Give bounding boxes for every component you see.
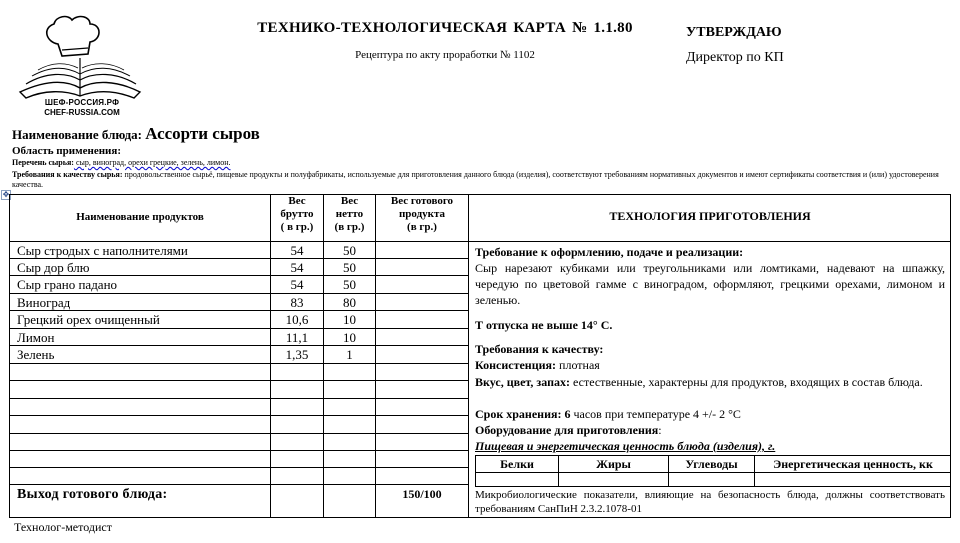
quality-req-label: Требования к качеству сырья: — [12, 170, 123, 179]
col-divider — [468, 194, 469, 518]
row-divider — [9, 363, 468, 364]
table-row-netto: 10 — [343, 330, 356, 345]
dish-name-line — [12, 124, 260, 144]
table-row-brutto: 54 — [290, 243, 304, 258]
header-netto — [324, 195, 375, 234]
consistency-label: Консистенция: — [475, 358, 557, 372]
row-divider — [9, 415, 468, 416]
consistency-line — [475, 357, 945, 373]
table-row-name: Сыр стродых с наполнителями — [17, 243, 188, 258]
equipment-colon: : — [658, 423, 662, 437]
header-ready-weight — [376, 195, 468, 234]
row-divider — [9, 467, 468, 468]
technologist-label: Технолог-методист — [14, 520, 112, 534]
approve-label: УТВЕРЖДАЮ — [686, 25, 782, 40]
nutrition-mid-line — [475, 472, 951, 473]
table-row-name: Зелень — [17, 347, 55, 362]
director-label: Директор по КП — [686, 50, 784, 65]
header-brutto — [271, 195, 323, 234]
storage-label: Срок хранения: 6 — [475, 407, 571, 421]
table-row-brutto: 83 — [290, 295, 304, 310]
table-row-name: Сыр грано падано — [17, 277, 118, 292]
microbiology-note: Микробиологические показатели, влияющие на безопасность блюда, должны соответствовать требованиям СанПиН 2.3.2.1078-01 — [475, 489, 945, 515]
quality-req-text: продовольственное сырьё, пищевые продукты и полуфабрикаты, используемые для приготовления данного блюда (изделия), соответствуют требованиям нормативных документов и имеют сертификаты соответствия и (или) удостоверения качества. — [12, 170, 939, 189]
table-row-netto: 50 — [343, 243, 356, 258]
table-row-netto: 80 — [343, 295, 356, 310]
header-ready-line: (в гр.) — [407, 221, 437, 233]
output-value: 150/100 — [402, 487, 442, 501]
raw-list — [12, 158, 230, 167]
table-row-netto: 50 — [343, 260, 356, 275]
nutrition-header-protein: Белки — [500, 457, 534, 471]
logo-text-en: CHEF-RUSSIA.COM — [44, 108, 120, 117]
table-row-name: Лимон — [17, 330, 55, 345]
table-row-name: Сыр дор блю — [17, 260, 90, 275]
row-divider — [9, 433, 468, 434]
taste-line — [475, 374, 945, 390]
serve-title: Требование к оформлению, подаче и реализации: — [475, 245, 744, 259]
header-technology: ТЕХНОЛОГИЯ ПРИГОТОВЛЕНИЯ — [609, 209, 811, 223]
header-netto-line: Вес — [340, 195, 359, 207]
table-row-brutto: 1,35 — [285, 347, 309, 362]
row-divider — [9, 345, 468, 346]
header-ready-line: Вес готового — [390, 195, 454, 207]
quality-requirements — [12, 170, 942, 190]
header-netto-line: (в гр.) — [334, 221, 365, 233]
table-row-brutto: 11,1 — [285, 330, 309, 345]
output-label: Выход готового блюда: — [17, 487, 168, 502]
nutrition-title: Пищевая и энергетическая ценность блюда (изделия), г. — [475, 439, 776, 453]
table-row-netto: 1 — [346, 347, 353, 362]
dish-name: Ассорти сыров — [145, 124, 260, 143]
header-ready-line: продукта — [398, 208, 446, 220]
serve-temperature: Т отпуска не выше 14° С. — [475, 318, 613, 332]
col-divider — [375, 194, 376, 518]
raw-list-text: сыр, виноград, орехи грецкие, зелень, лимон. — [73, 158, 231, 167]
row-divider — [9, 450, 468, 451]
equipment-line — [475, 422, 945, 438]
header-brutto-line: Вес — [288, 195, 306, 207]
header-brutto-line: ( в гр.) — [280, 221, 314, 233]
table-row-brutto: 54 — [290, 260, 304, 275]
nutrition-header-fat: Жиры — [596, 457, 631, 471]
row-divider — [9, 398, 468, 399]
nutrition-header-energy: Энергетическая ценность, кк — [773, 457, 933, 471]
row-divider — [9, 293, 468, 294]
scope-label: Область применения: — [12, 145, 121, 157]
taste-label: Вкус, цвет, запах: — [475, 375, 570, 389]
card-subtitle: Рецептура по акту проработки № 1102 — [355, 49, 535, 61]
dish-label: Наименование блюда: — [12, 127, 142, 142]
row-divider — [9, 328, 468, 329]
nutrition-bottom-line — [475, 486, 951, 487]
nutrition-header-carbs: Углеводы — [685, 457, 738, 471]
header-brutto-line: брутто — [280, 208, 314, 220]
taste-value: естественные, характерны для продуктов, входящих в состав блюда. — [570, 375, 923, 389]
table-row-netto: 10 — [343, 312, 356, 327]
quality-title: Требования к качеству: — [475, 342, 604, 356]
header-product-name: Наименование продуктов — [76, 211, 204, 223]
table-move-handle-icon[interactable]: ✥ — [2, 190, 10, 199]
logo-text-ru: ШЕФ-РОССИЯ.РФ — [44, 98, 120, 107]
storage-line — [475, 406, 945, 422]
consistency-value: плотная — [556, 358, 600, 372]
table-row-brutto: 54 — [290, 277, 304, 292]
row-divider — [468, 241, 951, 242]
header-netto-line: нетто — [335, 208, 364, 220]
row-divider — [9, 484, 468, 485]
row-divider — [9, 380, 468, 381]
storage-value: часов при температуре 4 +/- 2 °С — [570, 407, 741, 421]
table-row-brutto: 10,6 — [285, 312, 309, 327]
serve-text: Сыр нарезают кубиками или треугольниками или ломтиками, надевают на шпажку, чередую по цветовой гамме с виноградом, оформляют, грецкими орехами, лимоном и зеленью. — [475, 261, 945, 307]
raw-list-label: Перечень сырья: — [12, 158, 74, 167]
table-row-name: Виноград — [17, 295, 71, 310]
card-title: ТЕХНИКО-ТЕХНОЛОГИЧЕСКАЯ КАРТА № 1.1.80 — [257, 20, 633, 36]
table-row-name: Грецкий орех очищенный — [17, 312, 160, 327]
equipment-label: Оборудование для приготовления — [475, 423, 659, 437]
table-row-netto: 50 — [343, 277, 356, 292]
